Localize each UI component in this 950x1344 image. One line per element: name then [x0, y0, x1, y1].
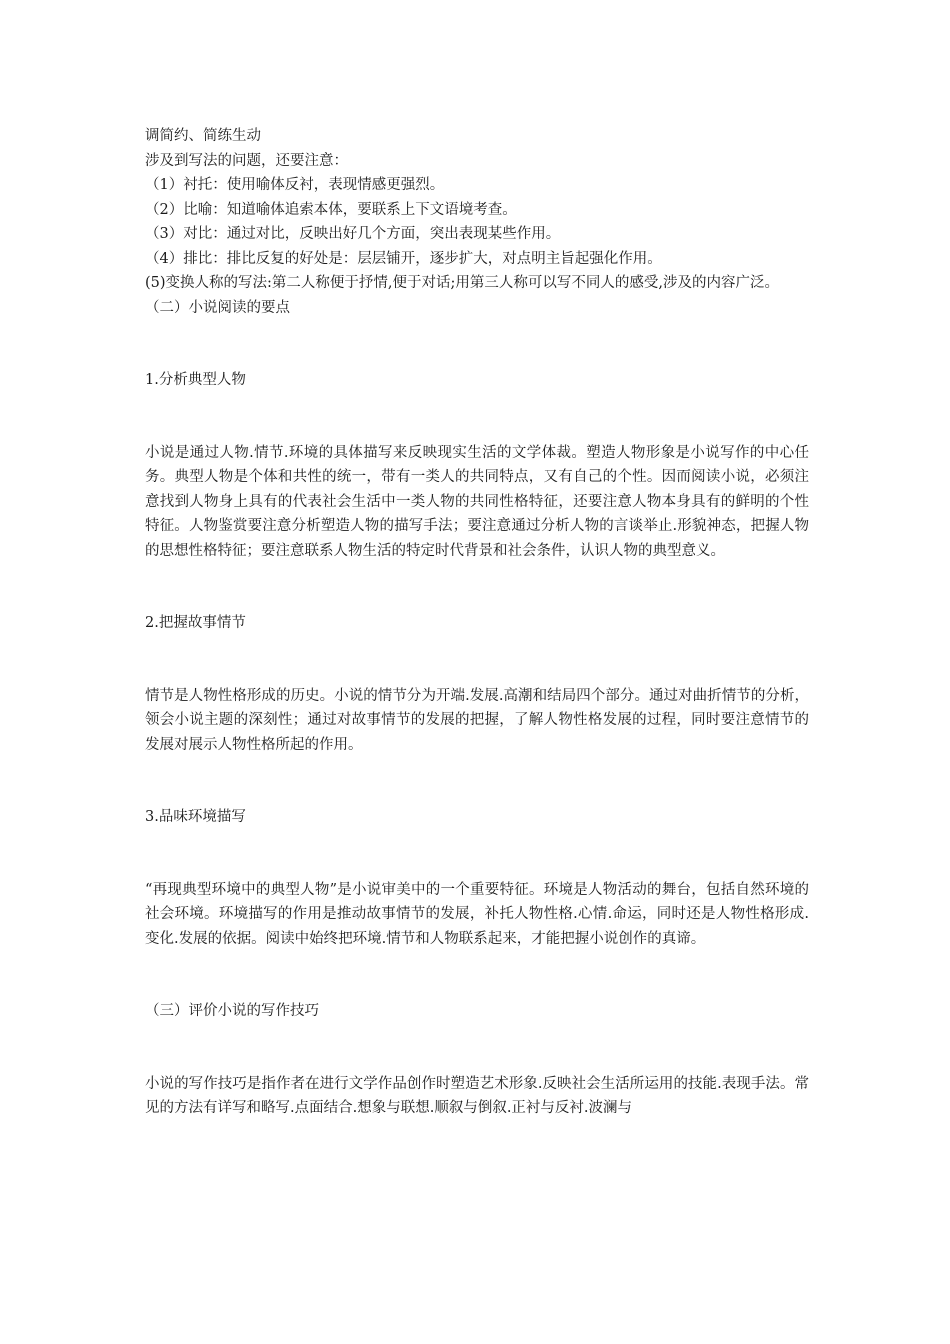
document-body: [145, 124, 809, 1121]
intro-line: 调简约、简练生动: [145, 128, 261, 144]
list-item-person-shift: (5)变换人称的写法:第二人称便于抒情,便于对话;用第三人称可以写不同人的感受,涉及的内容广泛。: [145, 275, 780, 291]
spacer: [145, 393, 809, 441]
list-item-contrast-foil: （1）衬托：使用喻体反衬，表现情感更强烈。: [145, 177, 445, 193]
subheading-environment: 3.品味环境描写: [145, 809, 246, 825]
paragraph-characters: 小说是通过人物.情节.环境的具体描写来反映现实生活的文学体裁。塑造人物形象是小说写作的中心任务。典型人物是个体和共性的统一，带有一类人的共同特点，又有自己的个性。因而阅读小说，必须注意找到人物身上具有的代表社会生活中一类人物的共同性格特征，还要注意人物本身具有的鲜明的个性特征。人物鉴赏要注意分析塑造人物的描写手法；要注意通过分析人物的言谈举止.形貌神态，把握人物的思想性格特征；要注意联系人物生活的特定时代背景和社会条件，认识人物的典型意义。: [145, 444, 809, 559]
paragraph-environment: “再现典型环境中的典型人物”是小说审美中的一个重要特征。环境是人物活动的舞台，包括自然环境的社会环境。环境描写的作用是推动故事情节的发展，补托人物性格.心情.命运，同时还是人物性格形成.变化.发展的依据。阅读中始终把环境.情节和人物联系起来，才能把握小说创作的真谛。: [145, 881, 809, 947]
spacer: [145, 830, 809, 878]
intro-line: 涉及到写法的问题，还要注意：: [145, 152, 348, 169]
spacer: [145, 563, 809, 611]
spacer: [145, 757, 809, 805]
spacer: [145, 951, 809, 999]
spacer: [145, 636, 809, 684]
list-item-contrast: （3）对比：通过对比，反映出好几个方面，突出表现某些作用。: [145, 226, 561, 242]
paragraph-plot: 情节是人物性格形成的历史。小说的情节分为开端.发展.高潮和结局四个部分。通过对曲折情节的分析，领会小说主题的深刻性；通过对故事情节的发展的把握，了解人物性格发展的过程，同时要注意情节的发展对展示人物性格所起的作用。: [145, 687, 809, 753]
subheading-characters: 1.分析典型人物: [145, 372, 246, 388]
spacer: [145, 1024, 809, 1072]
subheading-plot: 2.把握故事情节: [145, 615, 246, 631]
section-heading-novel-reading: （二）小说阅读的要点: [145, 299, 290, 316]
section-heading-writing-techniques: （三）评价小说的写作技巧: [145, 1003, 319, 1019]
list-item-metaphor: （2）比喻：知道喻体追索本体，要联系上下文语境考查。: [145, 201, 517, 218]
paragraph-writing-techniques: 小说的写作技巧是指作者在进行文学作品创作时塑造艺术形象.反映社会生活所运用的技能.表现手法。常见的方法有详写和略写.点面结合.想象与联想.顺叙与倒叙.正衬与反衬.波澜与: [145, 1075, 809, 1116]
list-item-parallelism: （4）排比：排比反复的好处是：层层铺开，逐步扩大，对点明主旨起强化作用。: [145, 250, 662, 267]
spacer: [145, 320, 809, 368]
